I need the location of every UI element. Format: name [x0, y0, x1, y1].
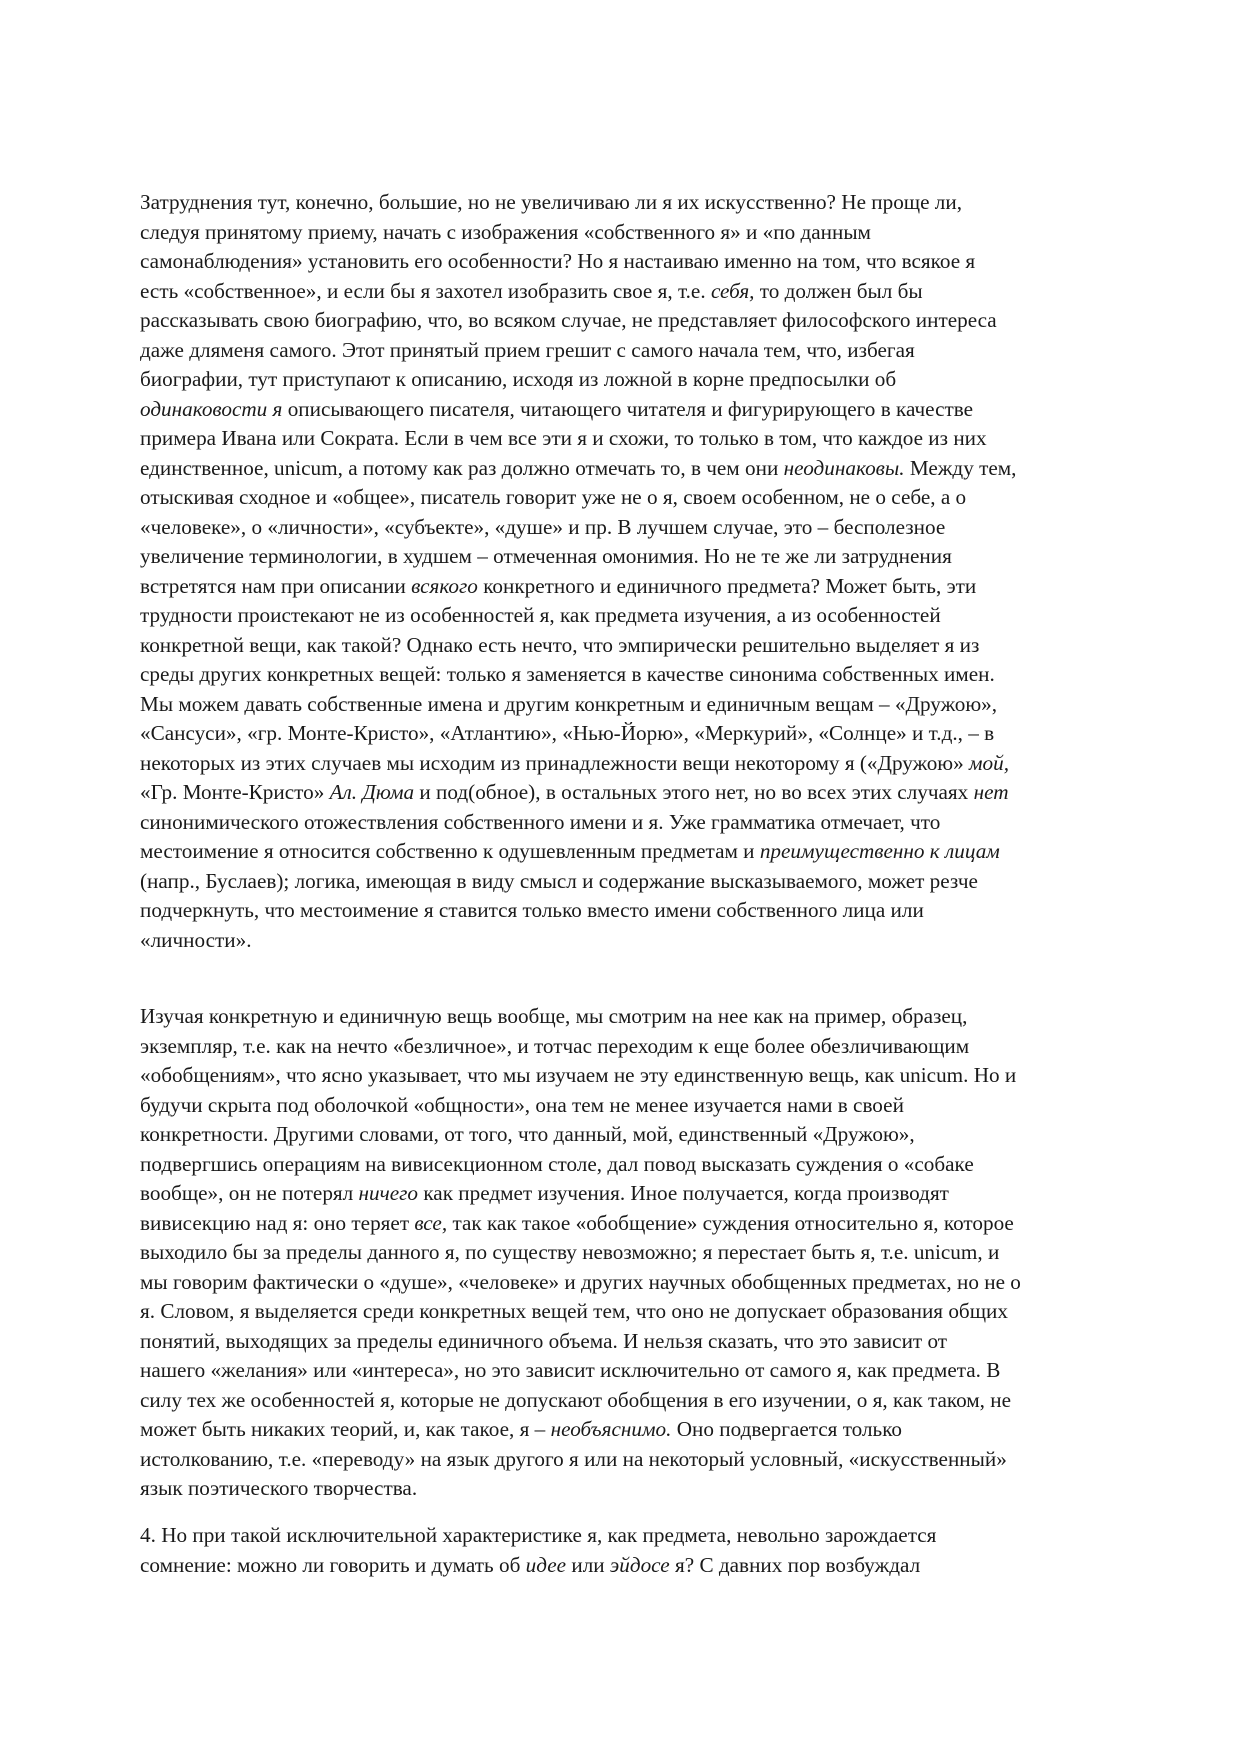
text-run: конкретности. Другими словами, от того, что данный, мой, единственный «Дружою», — [140, 1122, 915, 1146]
text-run: «обобщениям», что ясно указывает, что мы изучаем не эту единственную вещь, как unicum. Но и — [140, 1063, 1017, 1087]
text-run: вообще», он не потерял — [140, 1181, 359, 1205]
text-run: описывающего писателя, читающего читателя и фигурирующего в качестве — [282, 396, 974, 421]
text-line — [140, 1238, 1120, 1268]
text-line — [140, 1521, 1120, 1551]
text-line — [140, 424, 1120, 454]
text-line — [140, 188, 1120, 218]
text-run: (напр., Буслаев); логика, имеющая в виду смысл и содержание высказываемого, может резче — [140, 868, 978, 893]
italic-text: ничего — [358, 1181, 419, 1205]
text-line — [140, 660, 1120, 690]
text-run: выходило бы за пределы данного я, по существу невозможно; я перестает быть я, т.е. unicum, и — [140, 1240, 1000, 1264]
text-run: силу тех же особенностей я, которые не допускают обобщения в его изучении, о я, как таком, не — [140, 1387, 1012, 1412]
text-line — [140, 1091, 1120, 1121]
text-line — [140, 1297, 1120, 1327]
text-line — [140, 601, 1120, 631]
text-run: сомнение: можно ли говорить и думать об — [140, 1552, 526, 1577]
text-run: то должен был бы — [754, 278, 923, 303]
text-run: Оно подвергается только — [671, 1417, 903, 1441]
text-line — [140, 1356, 1120, 1386]
text-run: даже дляменя самого. Этот принятый прием грешит с самого начала тем, что, избегая — [140, 337, 915, 362]
text-run: язык поэтического творчества. — [140, 1476, 418, 1500]
text-line — [140, 365, 1120, 395]
text-line — [140, 572, 1120, 602]
text-line — [140, 483, 1120, 513]
text-run: среды других конкретных вещей: только я заменяется в качестве синонима собственных имен. — [140, 662, 995, 686]
text-run: увеличение терминологии, в худшем – отмеченная омонимия. Но не те же ли затруднения — [140, 544, 952, 568]
text-run: я. Словом, я выделяется среди конкретных вещей тем, что оно не допускает образования общих — [140, 1299, 1008, 1323]
text-run: конкретного и единичного предмета? Может быть, эти — [477, 573, 977, 598]
text-run: отыскивая сходное и «общее», писатель говорит уже не о я, своем особенном, не о себе, а о — [140, 485, 967, 509]
text-run: как предмет изучения. Иное получается, когда производят — [418, 1181, 949, 1205]
paragraph-2 — [140, 1002, 1120, 1504]
text-line — [140, 1551, 1120, 1581]
text-line — [140, 277, 1120, 307]
text-line — [140, 218, 1120, 248]
text-line — [140, 336, 1120, 366]
text-run: нашего «желания» или «интереса», но это зависит исключительно от самого я, как предмета. В — [140, 1358, 1001, 1382]
paragraph-3-section-4 — [140, 1521, 1120, 1580]
italic-text: всякого — [411, 573, 478, 598]
italic-text: нет — [973, 780, 1009, 804]
text-line — [140, 631, 1120, 661]
text-line — [140, 395, 1120, 425]
text-line — [140, 513, 1120, 543]
text-run: Мы можем давать собственные имена и другим конкретным и единичным вещам – «Дружою», — [140, 691, 998, 716]
text-run: биографии, тут приступают к описанию, исходя из ложной в корне предпосылки об — [140, 367, 897, 391]
text-line — [140, 306, 1120, 336]
text-line — [140, 926, 1120, 956]
text-run: рассказывать свою биографию, что, во всяком случае, не представляет философского интереса — [140, 308, 997, 332]
text-line — [140, 749, 1120, 779]
text-run: следуя принятому приему, начать с изображения «собственного я» и «по данным — [140, 219, 871, 244]
text-line — [140, 896, 1120, 926]
text-line — [140, 1120, 1120, 1150]
text-run: так как такое «обобщение» суждения относительно я, которое — [447, 1210, 1014, 1235]
text-run: трудности проистекают не из особенностей я, как предмета изучения, а из особенностей — [140, 603, 941, 627]
text-line — [140, 1032, 1120, 1062]
italic-text: одинаковости я — [140, 396, 283, 421]
text-run: я? С давних пор возбуждал — [669, 1552, 921, 1577]
text-line — [140, 1209, 1120, 1239]
text-run: подвергшись операциям на вивисекционном столе, дал повод высказать суждения о «собаке — [140, 1151, 974, 1176]
italic-text: себя, — [710, 278, 755, 303]
text-line — [140, 867, 1120, 897]
text-run: единственное, unicum, а потому как раз должно отмечать то, в чем они — [140, 455, 784, 480]
text-run: есть «собственное», и если бы я захотел изобразить свое я, т.е. — [140, 278, 711, 303]
text-run: подчеркнуть, что местоимение я ставится только вместо имени собственного лица или — [140, 898, 924, 922]
text-run: встретятся нам при описании — [140, 573, 412, 598]
text-line — [140, 1415, 1120, 1445]
text-run: или — [566, 1552, 610, 1577]
text-line — [140, 1474, 1120, 1504]
text-line — [140, 1327, 1120, 1357]
text-run: «личности». — [140, 927, 252, 952]
text-line — [140, 247, 1120, 277]
italic-text: неодинаковы. — [783, 455, 905, 480]
text-run: экземпляр, т.е. как на нечто «безличное», и тотчас переходим к еще более обезличивающим — [140, 1033, 970, 1058]
text-line — [140, 1061, 1120, 1091]
text-run: местоимение я относится собственно к одушевленным предметам и — [140, 839, 760, 863]
italic-text: все, — [414, 1210, 448, 1235]
text-line — [140, 1445, 1120, 1475]
text-run: будучи скрыта под оболочкой «общности», она тем не менее изучается нами в своей — [140, 1092, 904, 1117]
text-run: Изучая конкретную и единичную вещь вообще, мы смотрим на нее как на пример, образец, — [140, 1004, 968, 1028]
text-line — [140, 837, 1120, 867]
text-run: «Сансуси», «гр. Монте-Кристо», «Атлантию», «Нью-Йорю», «Меркурий», «Солнце» и т.д., – в — [140, 721, 995, 745]
text-line — [140, 1002, 1120, 1032]
text-run: самонаблюдения» установить его особенности? Но я настаиваю именно на том, что всякое я — [140, 249, 976, 273]
text-line — [140, 719, 1120, 749]
text-line — [140, 1268, 1120, 1298]
text-run: некоторых из этих случаев мы исходим из принадлежности вещи некоторому я («Дружою» — [140, 750, 970, 775]
text-line — [140, 1150, 1120, 1180]
text-run: Между тем, — [904, 455, 1017, 480]
text-run: и под(обное), в остальных этого нет, но во всех этих случаях — [414, 780, 974, 804]
italic-text: необъяснимо. — [550, 1417, 672, 1441]
text-run: примера Ивана или Сократа. Если в чем все эти я и схожи, то только в том, что каждое из них — [140, 426, 987, 450]
text-line — [140, 1179, 1120, 1209]
text-line — [140, 808, 1120, 838]
italic-text: преимущественно к лицам — [759, 839, 1000, 863]
italic-text: идее — [525, 1552, 567, 1577]
text-run: синонимического отожествления собственного имени и я. Уже грамматика отмечает, что — [140, 809, 941, 834]
text-line — [140, 542, 1120, 572]
text-line — [140, 454, 1120, 484]
text-run: 4. Но при такой исключительной характеристике я, как предмета, невольно зарождается — [140, 1523, 937, 1547]
text-run: мы говорим фактически о «душе», «человеке» и других научных обобщенных предметах, но не о — [140, 1269, 1021, 1294]
text-run: «человеке», о «личности», «субъекте», «душе» и пр. В лучшем случае, это – бесполезное — [140, 514, 946, 539]
italic-text: эйдосе — [609, 1552, 670, 1577]
text-line — [140, 778, 1120, 808]
italic-text: Ал. Дюма — [329, 780, 415, 804]
text-run: истолкованию, т.е. «переводу» на язык другого я или на некоторый условный, «искусственный» — [140, 1446, 1007, 1471]
text-run: Затруднения тут, конечно, большие, но не увеличиваю ли я их искусственно? Не проще ли, — [140, 190, 963, 214]
text-run: вивисекцию над я: оно теряет — [140, 1210, 415, 1235]
text-line — [140, 1386, 1120, 1416]
text-run: понятий, выходящих за пределы единичного объема. И нельзя сказать, что это зависит от — [140, 1328, 948, 1353]
italic-text: мой, — [969, 750, 1010, 775]
paragraph-1 — [140, 188, 1120, 955]
text-run: может быть никаких теорий, и, как такое, я – — [140, 1417, 551, 1441]
text-line — [140, 690, 1120, 720]
text-run: конкретной вещи, как такой? Однако есть нечто, что эмпирически решительно выделяет я из — [140, 632, 980, 657]
text-run: «Гр. Монте-Кристо» — [140, 780, 330, 804]
